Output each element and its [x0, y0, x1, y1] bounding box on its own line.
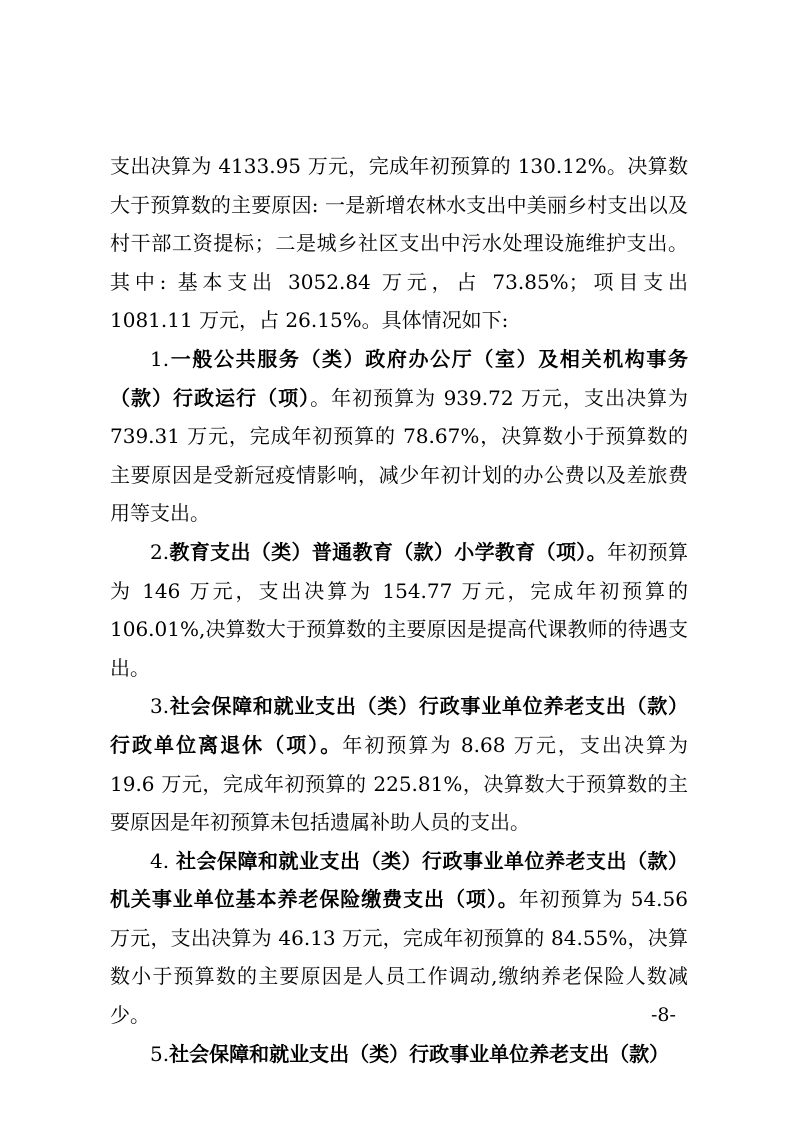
item-number: 2.: [150, 539, 170, 564]
item-number: 3.: [150, 694, 170, 719]
paragraph-item-2: [110, 533, 688, 687]
paragraph-item-5: [110, 1035, 688, 1074]
paragraph-summary: [110, 147, 688, 340]
paragraph-item-1: [110, 340, 688, 533]
item-body: 年初预算为 146 万元，支出决算为 154.77 万元，完成年初预算的 106.01%,决算数大于预算数的主要原因是提高代课教师的待遇支出。: [110, 539, 689, 680]
item-body: 年初预算为 8.68 万元，支出决算为 19.6 万元，完成年初预算的 225.81%，决算数大于预算数的主要原因是年初预算未包括遗属补助人员的支出。: [110, 732, 689, 835]
page-number: -8-: [651, 1004, 676, 1026]
item-number: 1.: [150, 346, 170, 371]
item-heading: 社会保障和就业支出（类）行政事业单位养老支出（款）行政单位离退休（项）。: [110, 694, 688, 757]
paragraph-item-4: [110, 842, 688, 1035]
item-body: 年初预算为 54.56 万元，支出决算为 46.13 万元，完成年初预算的 84.55%，决算数小于预算数的主要原因是人员工作调动,缴纳养老保险人数减少。: [110, 887, 688, 1028]
item-number: 4.: [150, 848, 176, 873]
paragraph-item-3: [110, 687, 688, 841]
body-text: [110, 147, 688, 1073]
item-heading: 社会保障和就业支出（类）行政事业单位养老支出（款）机关事业单位基本养老保险缴费支出（项）。: [110, 848, 688, 912]
item-heading: 一般公共服务（类）政府办公厅（室）及相关机构事务（款）行政运行（项）: [110, 346, 688, 410]
item-number: 5.: [150, 1041, 170, 1066]
text-run: 支出决算为 4133.95 万元，完成年初预算的 130.12%。决算数大于预算数的主要原因: 一是新增农林水支出中美丽乡村支出以及村干部工资提标；二是城乡社区支出中污水处理设施维护支出。其中: 基本支出 3052.84 万元，占 73.85%；项目支出 1081.11 万元，占 26.15%。具体情况如下:: [110, 154, 688, 333]
item-heading: 教育支出（类）普通教育（款）小学教育（项）。: [169, 539, 607, 564]
item-heading: 社会保障和就业支出（类）行政事业单位养老支出（款）: [169, 1041, 670, 1066]
item-body: 。年初预算为 939.72 万元，支出决算为 739.31 万元，完成年初预算的 78.67%，决算数小于预算数的主要原因是受新冠疫情影响，减少年初计划的办公费以及差旅费用等支出。: [110, 385, 688, 526]
